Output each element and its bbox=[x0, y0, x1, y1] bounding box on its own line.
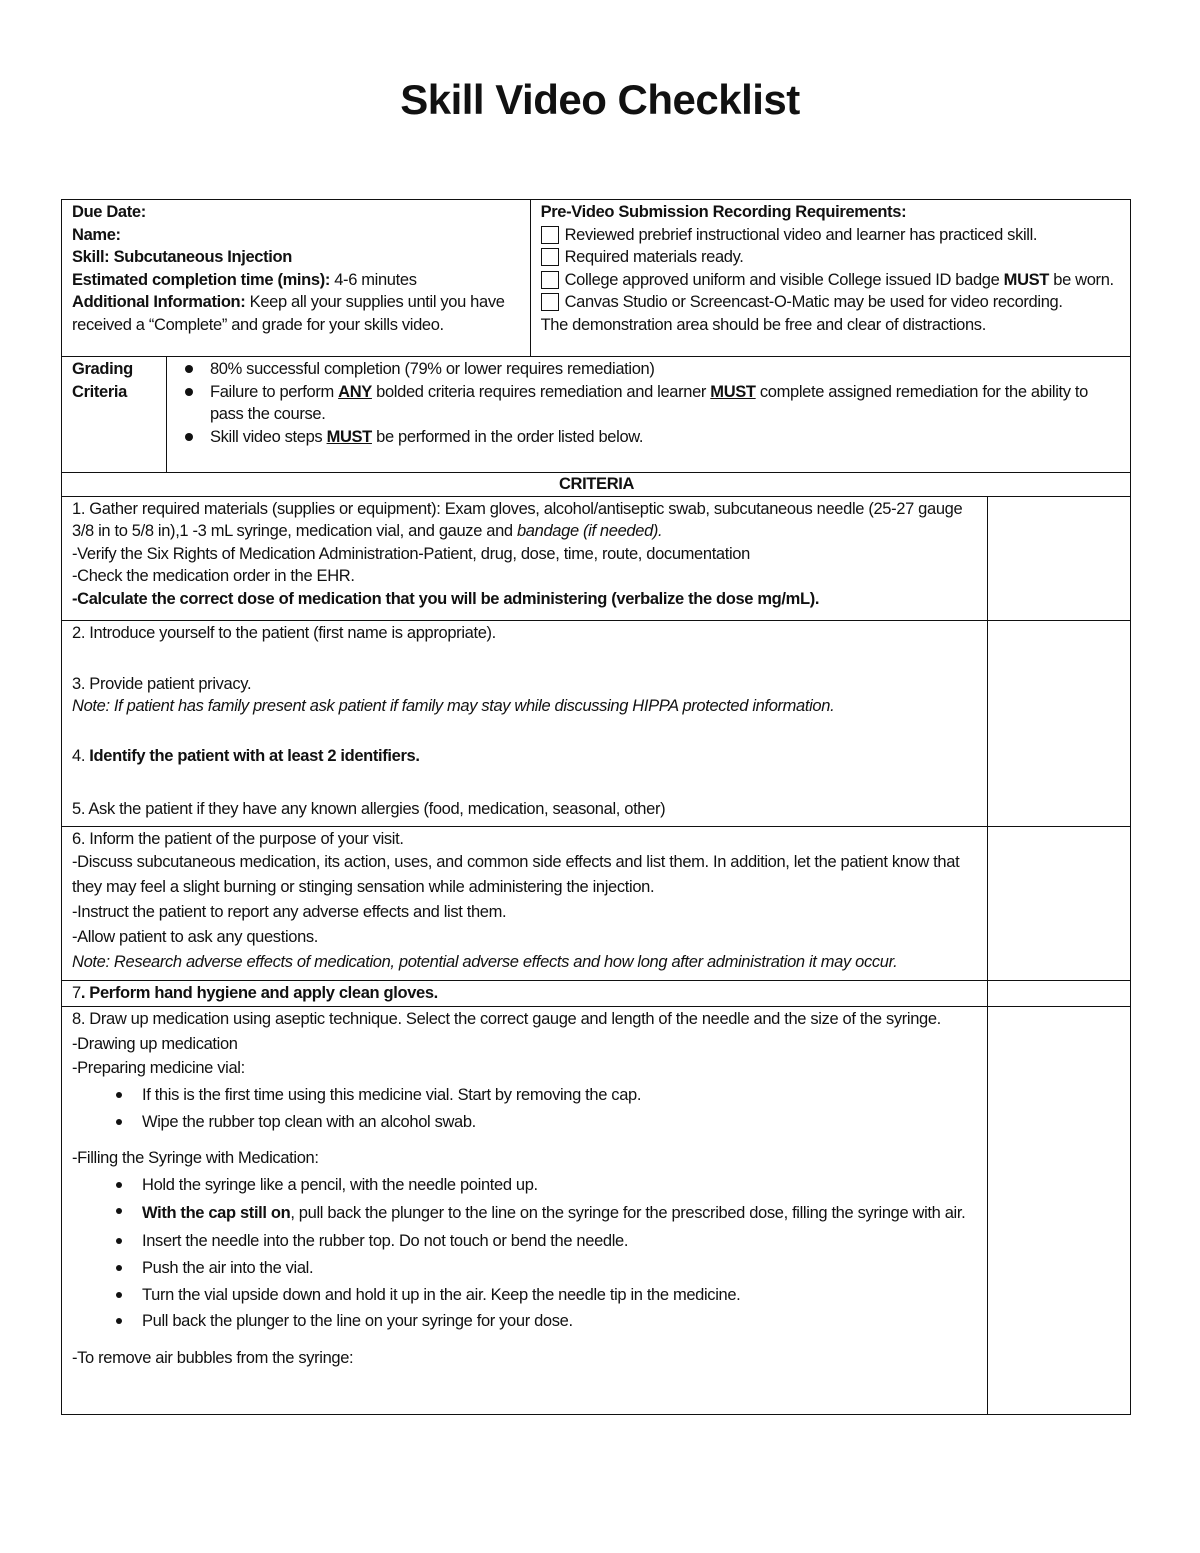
list-item: If this is the first time using this medicine vial. Start by removing the cap. bbox=[72, 1084, 978, 1107]
checklist-table bbox=[61, 199, 1131, 1415]
additional-information: Additional Information: Keep all your supplies until you have received a “Complete” and grade for your skills video. bbox=[72, 293, 505, 334]
step-8: 8. Draw up medication using aseptic technique. Select the correct gauge and length of the needle and the size of the syringe. -Drawing up medication -Preparing medicine vial: If this is the first time using this medicine vial. Start by removing the cap. Wipe the rubber top clean with an alcohol swab. -Filling the Syringe with Medication: Hold the syringe like a pencil, with the needle pointed up. With the cap still on, pull back the plunger to the line on the syringe for the prescribed dose, filling the syringe with air. Insert the needle into the rubber top. Do not touch or bend the needle. Push the air into the vial. Turn the vial upside down and hold it up in the air. Keep the needle tip in the medicine. Pull back the plunger to the line on your syringe for your dose. -To remove air bubbles from the syringe: bbox=[62, 1007, 988, 1415]
score-cell[interactable] bbox=[988, 980, 1131, 1007]
table-row bbox=[62, 980, 1131, 1007]
list-item: Pull back the plunger to the line on your syringe for your dose. bbox=[72, 1310, 978, 1333]
grading-criteria-list bbox=[177, 358, 1121, 448]
header-row bbox=[62, 200, 1131, 357]
list-item: Insert the needle into the rubber top. Do not touch or bend the needle. bbox=[72, 1230, 978, 1253]
table-row bbox=[62, 1007, 1131, 1415]
page-title: Skill Video Checklist bbox=[400, 76, 800, 123]
score-cell[interactable] bbox=[988, 620, 1131, 826]
step-1: 1. Gather required materials (supplies or equipment): Exam gloves, alcohol/antiseptic swab, subcutaneous needle (25-27 gauge 3/8 in to 5/8 in),1 -3 mL syringe, medication vial, and gauze and bandage (if needed). -Verify the Six Rights of Medication Administration-Patient, drug, dose, time, route, documentation -Check the medication order in the EHR. -Calculate the correct dose of medication that you will be administering (verbalize the dose mg/mL). bbox=[62, 496, 988, 620]
list-item: Failure to perform ANY bolded criteria requires remediation and learner MUST complete assigned remediation for the ability to pass the course. bbox=[177, 381, 1121, 426]
checkbox[interactable] bbox=[541, 271, 559, 289]
table-row bbox=[62, 620, 1131, 826]
list-item: Hold the syringe like a pencil, with the needle pointed up. bbox=[72, 1174, 978, 1197]
skill-label: Skill: Subcutaneous Injection bbox=[72, 248, 292, 267]
list-item: With the cap still on, pull back the plunger to the line on the syringe for the prescribed dose, filling the syringe with air. bbox=[72, 1200, 978, 1226]
name-label: Name: bbox=[72, 225, 121, 244]
list-item: Wipe the rubber top clean with an alcohol swab. bbox=[72, 1111, 978, 1134]
vial-steps-list bbox=[72, 1084, 978, 1133]
criteria-header: CRITERIA bbox=[62, 473, 1131, 497]
score-cell[interactable] bbox=[988, 826, 1131, 980]
requirement-item: College approved uniform and visible College issued ID badge MUST be worn. bbox=[541, 269, 1121, 292]
checkbox[interactable] bbox=[541, 226, 559, 244]
step-6: 6. Inform the patient of the purpose of your visit. -Discuss subcutaneous medication, its action, uses, and common side effects and list them. In addition, let the patient know that they may feel a slight burning or stinging sensation while administering the injection. -Instruct the patient to report any adverse effects and list them. -Allow patient to ask any questions. Note: Research adverse effects of medication, potential adverse effects and how long after administration it may occur. bbox=[62, 826, 988, 980]
requirements-title: Pre-Video Submission Recording Requirements: bbox=[540, 203, 907, 221]
table-row bbox=[62, 496, 1131, 620]
list-item: Push the air into the vial. bbox=[72, 1257, 978, 1280]
list-item: Turn the vial upside down and hold it up in the air. Keep the needle tip in the medicine. bbox=[72, 1284, 978, 1307]
student-info-cell bbox=[62, 200, 531, 357]
checkbox[interactable] bbox=[541, 248, 559, 266]
step-7: 7. Perform hand hygiene and apply clean gloves. bbox=[62, 980, 988, 1007]
due-date-label: Due Date: bbox=[72, 203, 146, 221]
checkbox[interactable] bbox=[541, 293, 559, 311]
list-item: 80% successful completion (79% or lower requires remediation) bbox=[177, 358, 1121, 381]
list-item: Skill video steps MUST be performed in the order listed below. bbox=[177, 426, 1121, 449]
criteria-header-row bbox=[62, 473, 1131, 497]
steps-2-5: 2. Introduce yourself to the patient (first name is appropriate). 3. Provide patient privacy. Note: If patient has family present ask patient if family may stay while discussing HIPPA protected information. 4. Identify the patient with at least 2 identifiers. 5. Ask the patient if they have any known allergies (food, medication, seasonal, other) bbox=[62, 620, 988, 826]
grading-row bbox=[62, 357, 1131, 473]
score-cell[interactable] bbox=[988, 1007, 1131, 1415]
completion-time: Estimated completion time (mins): 4-6 minutes bbox=[72, 270, 417, 289]
requirement-item: Canvas Studio or Screencast-O-Matic may be used for video recording. bbox=[541, 291, 1121, 314]
syringe-steps-list bbox=[72, 1174, 978, 1333]
requirement-item: Required materials ready. bbox=[541, 246, 1121, 269]
grading-criteria-cell bbox=[166, 357, 1130, 473]
requirements-cell bbox=[530, 200, 1130, 357]
requirement-item: Reviewed prebrief instructional video and learner has practiced skill. bbox=[541, 224, 1121, 247]
grading-label-cell: Grading Criteria bbox=[62, 357, 167, 473]
score-cell[interactable] bbox=[988, 496, 1131, 620]
table-row bbox=[62, 826, 1131, 980]
requirements-note: The demonstration area should be free and clear of distractions. bbox=[540, 315, 986, 334]
